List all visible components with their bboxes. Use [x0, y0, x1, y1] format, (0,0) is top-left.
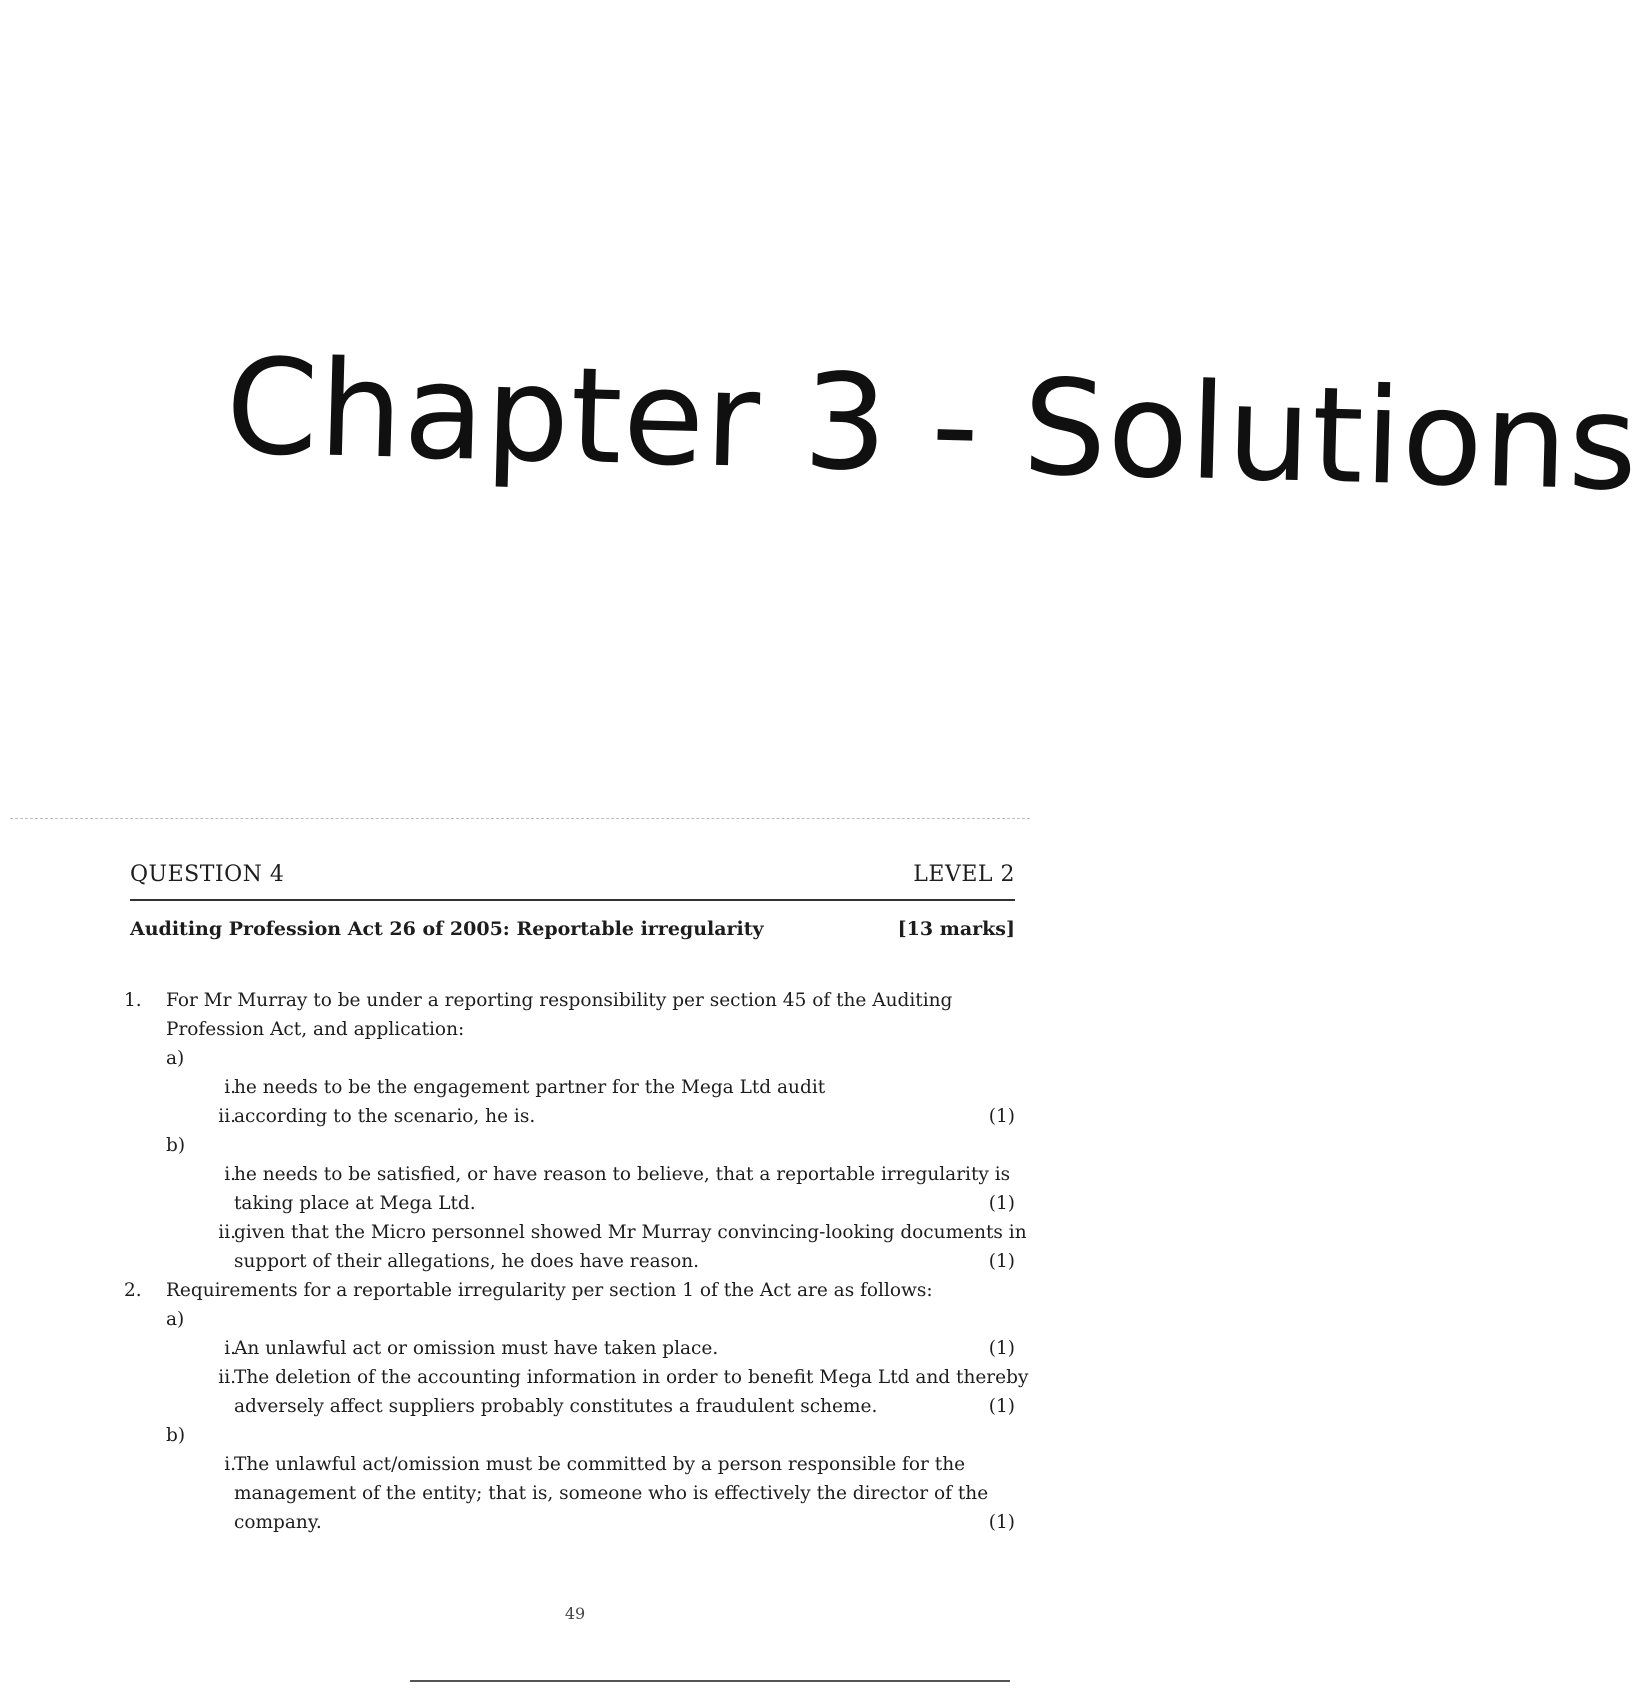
- question-subject: Auditing Profession Act 26 of 2005: Reportable irregularity: [130, 918, 764, 940]
- item-text: Requirements for a reportable irregularity per section 1 of the Act are as follows:: [166, 1280, 933, 1301]
- question-subtitle: [130, 918, 1015, 940]
- item-text: The deletion of the accounting information in order to benefit Mega Ltd and thereby: [234, 1367, 1029, 1388]
- item-text: according to the scenario, he is.: [234, 1106, 536, 1127]
- sub-item-label: a): [166, 1048, 185, 1069]
- answer-line: [124, 1218, 1027, 1247]
- answer-line: [124, 1276, 1015, 1305]
- question-level: LEVEL 2: [913, 862, 1015, 887]
- bottom-divider: [410, 1680, 1010, 1682]
- sub-item-label: b): [166, 1425, 186, 1446]
- item-number: 1.: [124, 990, 142, 1011]
- answer-line: [124, 1160, 1015, 1189]
- item-text: he needs to be satisfied, or have reason to believe, that a reportable irregularity is: [234, 1164, 1011, 1185]
- item-text: Profession Act, and application:: [166, 1019, 465, 1040]
- roman-label: ii.: [218, 1222, 236, 1243]
- answer-line: [124, 1392, 1015, 1421]
- answer-line: [124, 1131, 1015, 1160]
- answer-line: [124, 1015, 1015, 1044]
- page-number: 49: [564, 1604, 586, 1623]
- answer-line: [124, 1305, 1015, 1334]
- sub-item-label: a): [166, 1309, 185, 1330]
- answer-line: [124, 1073, 1015, 1102]
- roman-label: i.: [224, 1164, 236, 1185]
- roman-label: i.: [224, 1338, 236, 1359]
- mark-value: (1): [988, 1106, 1015, 1127]
- mark-value: (1): [988, 1396, 1015, 1417]
- mark-value: (1): [988, 1338, 1015, 1359]
- answer-line: [124, 986, 1015, 1015]
- mark-value: (1): [988, 1251, 1015, 1272]
- item-text: company.: [234, 1512, 322, 1533]
- mark-value: (1): [988, 1193, 1015, 1214]
- answer-line: [124, 1044, 1015, 1073]
- roman-label: ii.: [218, 1106, 236, 1127]
- item-number: 2.: [124, 1280, 142, 1301]
- scan-divider: [10, 818, 1030, 819]
- answer-list: [124, 986, 1029, 1537]
- answer-line: [124, 1334, 1015, 1363]
- item-text: taking place at Mega Ltd.: [234, 1193, 476, 1214]
- question-header: [130, 862, 1015, 887]
- roman-label: i.: [224, 1454, 236, 1475]
- answer-line: [124, 1247, 1015, 1276]
- mark-value: (1): [988, 1512, 1015, 1533]
- answer-line: [124, 1479, 1015, 1508]
- item-text: support of their allegations, he does have reason.: [234, 1251, 700, 1272]
- item-text: adversely affect suppliers probably constitutes a fraudulent scheme.: [234, 1396, 878, 1417]
- roman-label: i.: [224, 1077, 236, 1098]
- roman-label: ii.: [218, 1367, 236, 1388]
- answer-line: [124, 1508, 1015, 1537]
- item-text: management of the entity; that is, someone who is effectively the director of the: [234, 1483, 989, 1504]
- chapter-title: Chapter 3 - Solutions: [223, 330, 1640, 521]
- item-text: For Mr Murray to be under a reporting responsibility per section 45 of the Auditing: [166, 990, 953, 1011]
- answer-line: [124, 1102, 1015, 1131]
- item-text: An unlawful act or omission must have taken place.: [234, 1338, 719, 1359]
- sub-item-label: b): [166, 1135, 186, 1156]
- item-text: The unlawful act/omission must be committed by a person responsible for the: [234, 1454, 966, 1475]
- answer-line: [124, 1421, 1015, 1450]
- answer-line: [124, 1189, 1015, 1218]
- header-divider: [130, 899, 1015, 901]
- question-marks: [13 marks]: [897, 918, 1015, 940]
- answer-line: [124, 1363, 1029, 1392]
- question-label: QUESTION 4: [130, 862, 285, 887]
- answer-line: [124, 1450, 1015, 1479]
- item-text: given that the Micro personnel showed Mr Murray convincing-looking documents in: [234, 1222, 1027, 1243]
- item-text: he needs to be the engagement partner for the Mega Ltd audit: [234, 1077, 826, 1098]
